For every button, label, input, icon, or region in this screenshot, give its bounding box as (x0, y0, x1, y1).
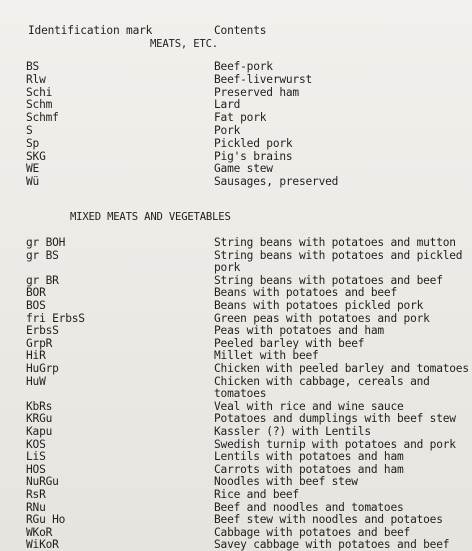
mixed-row-contents: Beef and noodles and tomatoes (214, 500, 404, 514)
mixed-row-contents: Rice and beef (214, 488, 299, 501)
meats-row-mark: Schi (26, 85, 53, 99)
meats-row-mark: Wü (26, 175, 40, 189)
section-heading-mixed: MIXED MEATS AND VEGETABLES (70, 211, 231, 223)
mixed-row-contents: Carrots with potatoes and ham (214, 462, 404, 476)
mixed-row-mark: gr BR (26, 273, 59, 287)
meats-row-contents: Preserved ham (214, 85, 299, 99)
meats-row-contents: Game stew (214, 162, 273, 176)
mixed-row-mark: ErbsS (26, 324, 59, 338)
mixed-row-mark: HOS (26, 462, 46, 476)
meats-row-mark: SKG (26, 149, 46, 163)
mixed-row-contents: Beef stew with noodles and potatoes (214, 513, 443, 527)
meats-row-mark: WE (26, 162, 40, 176)
mixed-row-contents: Peas with potatoes and ham (214, 324, 384, 338)
mixed-row-contents: Chicken with cabbage, cereals and (214, 374, 430, 388)
mixed-row-mark: KRGu (26, 412, 53, 426)
mixed-row-mark: LiS (26, 450, 46, 464)
meats-row-mark: Schmf (26, 111, 59, 125)
mixed-row-mark: HuW (26, 374, 46, 388)
mixed-row-contents: Lentils with potatoes and ham (214, 450, 404, 464)
meats-row-mark: Rlw (26, 72, 46, 86)
mixed-row-contents: Green peas with potatoes and pork (214, 311, 430, 325)
mixed-row-contents: Kassler (?) with Lentils (214, 425, 371, 438)
meats-row-contents: Beef-liverwurst (214, 72, 313, 86)
meats-row-mark: Schm (26, 98, 53, 112)
mixed-row-contents: Millet with beef (214, 349, 319, 363)
mixed-row-contents: tomatoes (214, 387, 267, 401)
mixed-row-mark: RNu (26, 500, 46, 514)
mixed-row-mark: BOR (26, 286, 46, 300)
mixed-row-mark: WKoR (26, 525, 53, 539)
mixed-row-mark: WiKoR (26, 538, 59, 551)
meats-row-contents: Fat pork (214, 111, 267, 125)
mixed-row-contents: Peeled barley with beef (214, 336, 365, 350)
mixed-row-mark: NuRGu (26, 475, 59, 489)
column-header-identification-mark: Identification mark (28, 24, 153, 37)
mixed-row-contents: String beans with potatoes and pickled (214, 248, 463, 262)
meats-row-mark: S (26, 124, 33, 137)
mixed-row-contents: pork (214, 261, 241, 275)
mixed-row-contents: Potatoes and dumplings with beef stew (214, 412, 456, 426)
meats-row-contents: Sausages, preserved (214, 175, 339, 189)
meats-row-contents: Pork (214, 124, 241, 137)
mixed-row-mark: BOS (26, 299, 46, 312)
mixed-row-contents: Chicken with peeled barley and tomatoes (214, 362, 469, 375)
section-heading-meats: MEATS, ETC. (150, 38, 218, 50)
mixed-row-mark: KOS (26, 437, 46, 451)
mixed-row-mark: RsR (26, 488, 46, 501)
meats-row-contents: Pig's brains (214, 149, 293, 163)
mixed-row-mark: KbRs (26, 399, 53, 413)
mixed-row-mark: gr BOH (26, 236, 66, 249)
mixed-row-contents: Veal with rice and wine sauce (214, 399, 404, 413)
mixed-row-contents: Swedish turnip with potatoes and pork (214, 437, 456, 451)
mixed-row-mark: Kapu (26, 425, 53, 438)
mixed-row-contents: Beans with potatoes pickled pork (214, 299, 424, 312)
meats-row-mark: BS (26, 60, 40, 73)
mixed-row-mark: gr BS (26, 248, 59, 262)
mixed-row-contents: String beans with potatoes and mutton (214, 236, 456, 249)
mixed-row-mark: HiR (26, 349, 46, 363)
meats-row-mark: Sp (26, 136, 40, 150)
meats-row-contents: Pickled pork (214, 136, 293, 150)
meats-row-contents: Beef-pork (214, 60, 273, 73)
mixed-row-mark: HuGrp (26, 362, 59, 375)
column-header-contents: Contents (214, 24, 267, 37)
mixed-row-mark: GrpR (26, 336, 53, 350)
mixed-row-contents: Savey cabbage with potatoes and beef (214, 538, 450, 551)
meats-row-contents: Lard (214, 98, 241, 112)
mixed-row-mark: fri ErbsS (26, 311, 85, 325)
mixed-row-mark: RGu Ho (26, 513, 66, 527)
mixed-row-contents: Noodles with beef stew (214, 475, 358, 489)
mixed-row-contents: String beans with potatoes and beef (214, 273, 443, 287)
mixed-row-contents: Beans with potatoes and beef (214, 286, 397, 300)
mixed-row-contents: Cabbage with potatoes and beef (214, 525, 411, 539)
